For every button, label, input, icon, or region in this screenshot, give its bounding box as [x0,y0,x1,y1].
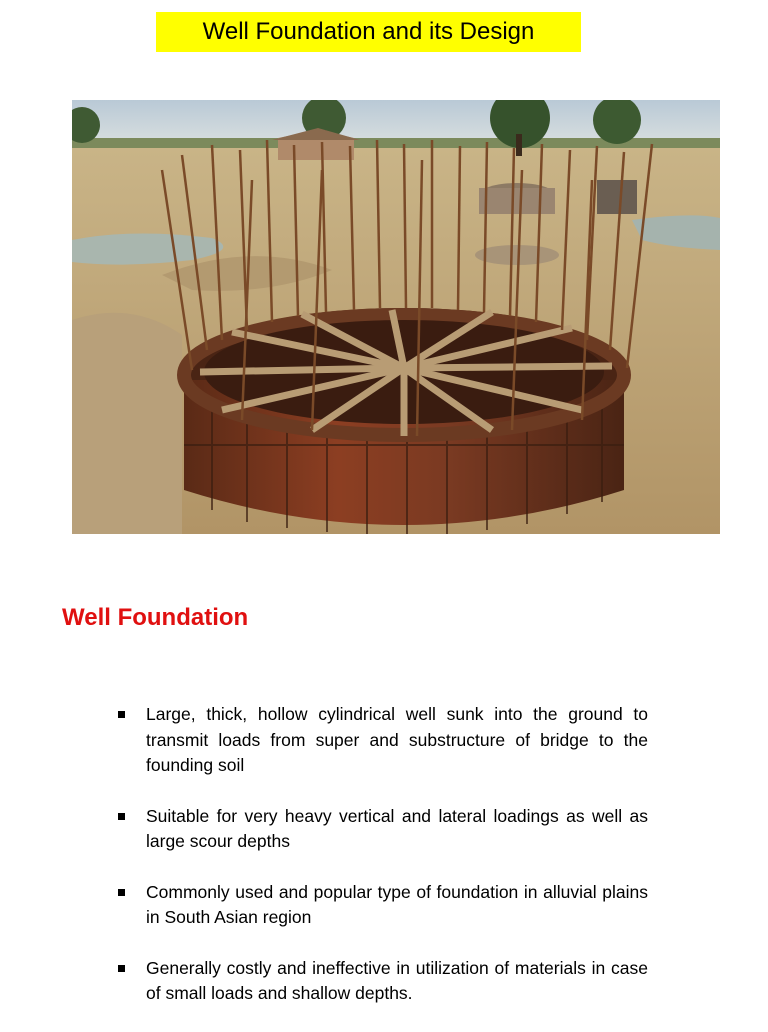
bullet-text: Large, thick, hollow cylindrical well sunk into the ground to transmit loads from super and substructure of bridge to the founding soil [146,704,648,775]
square-bullet-icon [118,889,125,896]
well-foundation-photo [72,100,720,534]
list-item [112,880,648,931]
square-bullet-icon [118,711,125,718]
bullet-list [112,702,648,1032]
square-bullet-icon [118,813,125,820]
bullet-text: Suitable for very heavy vertical and lateral loadings as well as large scour depths [146,805,648,851]
list-item [112,804,648,855]
section-heading: Well Foundation [62,604,249,631]
bullet-text: Generally costly and ineffective in utilization of materials in case of small loads and shallow depths. [146,957,648,1003]
page-title: Well Foundation and its Design [156,12,581,52]
list-item [112,702,648,779]
bullet-text: Commonly used and popular type of foundation in alluvial plains in South Asian region [146,881,648,927]
square-bullet-icon [118,965,125,972]
list-item [112,956,648,1007]
